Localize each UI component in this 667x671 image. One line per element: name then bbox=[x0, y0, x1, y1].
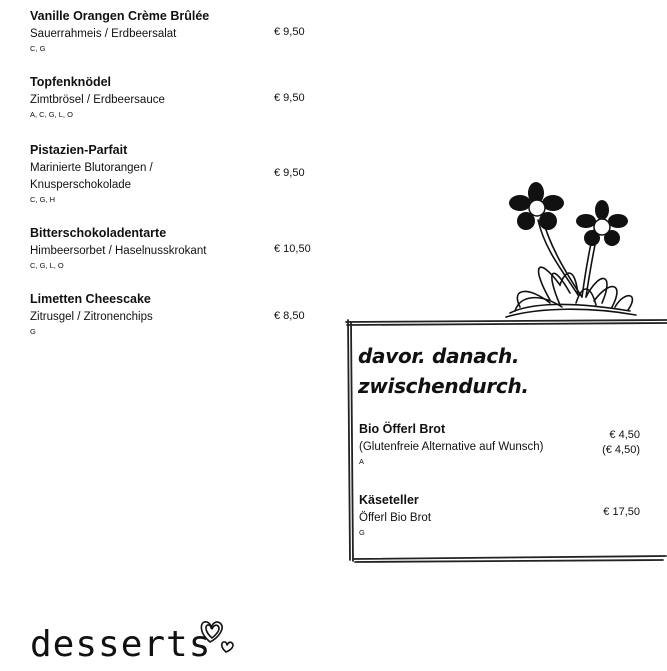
item-price: € 9,50 bbox=[274, 92, 305, 104]
item-price bbox=[602, 428, 640, 458]
item-name: Limetten Cheescake bbox=[30, 292, 151, 306]
item-allergens: A bbox=[359, 457, 365, 466]
item-price-main: € 4,50 bbox=[609, 429, 640, 441]
extras-title-line1: davor. danach. bbox=[358, 344, 520, 368]
item-allergens: C, G bbox=[30, 44, 46, 53]
extras-title-line2: zwischendurch. bbox=[358, 374, 529, 398]
flower-doodle-icon bbox=[490, 175, 650, 325]
item-description: Öfferl Bio Brot bbox=[359, 512, 432, 524]
item-description: Marinierte Blutorangen / bbox=[30, 162, 153, 174]
item-price: € 9,50 bbox=[274, 167, 305, 179]
item-allergens: G bbox=[359, 528, 365, 537]
item-price: € 9,50 bbox=[274, 26, 305, 38]
item-allergens: A, C, G, L, O bbox=[30, 110, 73, 119]
item-name: Topfenknödel bbox=[30, 75, 112, 89]
item-price: € 17,50 bbox=[603, 506, 640, 518]
item-price: € 8,50 bbox=[274, 310, 305, 322]
item-description: Zimtbrösel / Erdbeersauce bbox=[30, 94, 165, 106]
item-name: Käseteller bbox=[359, 493, 419, 507]
item-description: Himbeersorbet / Haselnusskrokant bbox=[30, 245, 207, 257]
item-description: (Glutenfreie Alternative auf Wunsch) bbox=[359, 441, 544, 453]
item-price: € 10,50 bbox=[274, 243, 311, 255]
item-description-2: Knusperschokolade bbox=[30, 179, 132, 191]
menu-item bbox=[359, 422, 589, 467]
section-heading: desserts bbox=[30, 624, 212, 665]
menu-item bbox=[359, 493, 589, 538]
item-name: Vanille Orangen Crème Brûlée bbox=[30, 9, 210, 23]
hearts-doodle-icon bbox=[196, 614, 238, 654]
item-description: Sauerrahmeis / Erdbeersalat bbox=[30, 28, 177, 40]
item-allergens: C, G, L, O bbox=[30, 261, 64, 270]
item-name: Bitterschokoladentarte bbox=[30, 226, 167, 240]
item-allergens: C, G, H bbox=[30, 195, 56, 204]
item-allergens: G bbox=[30, 327, 36, 336]
item-name: Bio Öfferl Brot bbox=[359, 422, 446, 436]
item-description: Zitrusgel / Zitronenchips bbox=[30, 311, 153, 323]
item-price-alt: (€ 4,50) bbox=[602, 444, 640, 456]
item-name: Pistazien-Parfait bbox=[30, 143, 128, 157]
